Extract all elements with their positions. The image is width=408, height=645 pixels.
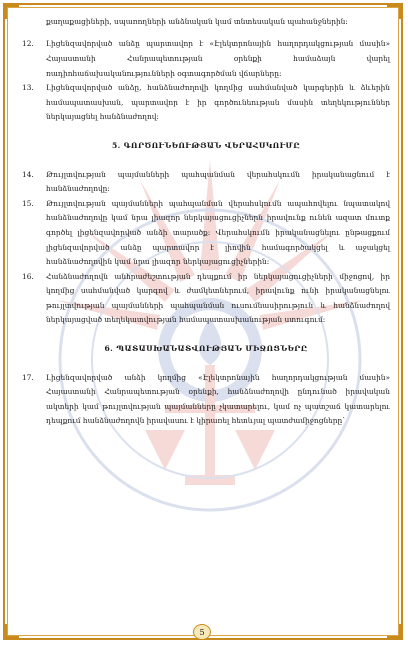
section-heading-6: 6. ՊԱՏԱՍԽԱՆԱՏՎՈՒԹՅԱՆ ՄԻՋՈՑՆԵՐԸ bbox=[104, 344, 308, 354]
paragraph-number: 16. bbox=[22, 271, 34, 281]
paragraph-text: Լիցենզավորված անձի կողմից «Էլեկտրոնային հաղորդակցության մասին» Հայաստանի Հանրապետության օրենքի, հանձնաժողովի ընդունած իրավական ակտերի կամ թույլտվության պայմանները չկատարելու, կամ ոչ պատշաճ կատարելու դեպքում հանձնաժողովն իրավասու է կիրառել հետևյալ պատժամիջոցները՝ bbox=[46, 372, 390, 426]
paragraph-12 bbox=[22, 37, 390, 81]
paragraph-number: 12. bbox=[22, 39, 34, 49]
paragraph-number: 14. bbox=[22, 169, 34, 179]
paragraph-17 bbox=[22, 371, 390, 429]
paragraph-continuation: քաղաքացիների, սպառողների անձնական կամ տնտեսական պահանջներին։ bbox=[46, 17, 348, 27]
document-body bbox=[22, 8, 390, 429]
section-heading-5: 5. ԳՈՐԾՈՒՆԵՈՒԹՅԱՆ ՎԵՐԱՀՍԿՈՒՄԸ bbox=[111, 140, 301, 150]
paragraph-14 bbox=[22, 168, 390, 197]
paragraph-text: Թույլտվության պայմանների պահպանման վերահսկումն ապահովելու նպատակով հանձնաժողովը կամ նրա լիազոր ներկայացուցիչներն իրավունք ունեն ազատ մուտք գործել լիցենզավորված անձի տարածք։ Վերահսկումն իրականացնելու ընթացքում լիցենզավորված անձը պարտավոր է լիովին համագործակցել և աջակցել հանձնաժողովին կամ նրա լիազոր ներկայացուցիչներին։ bbox=[46, 198, 390, 267]
paragraph-text: Թույլտվության պայմանների պահպանման վերահսկումն իրականացնում է հանձնաժողովը։ bbox=[46, 169, 390, 194]
paragraph-number: 17. bbox=[22, 372, 34, 382]
paragraph-15 bbox=[22, 197, 390, 270]
paragraph-number: 13. bbox=[22, 83, 34, 93]
page-number-badge: 5 bbox=[193, 624, 211, 640]
paragraph-text: Հանձնաժողովն անհրաժեշտության դեպքում իր ներկայացուցիչների միջոցով, իր կողմից սահմանված կարգով և ժամկետներում, իրավունք ունի իրականացնելու թույլտվության պայմանների պահպանման ուսումնասիրություն և հանձնաժողով ներկայացված տեղեկատվության համապատասխանության ստուգում։ bbox=[46, 271, 390, 325]
paragraph-text: Լիցենզավորված անձը, հանձնաժողովի կողմից սահմանված կարգերին և ձևերին համապատասխան, պարտավոր է իր գործունեության մասին տեղեկություններ ներկայացնել հանձնաժողով։ bbox=[46, 83, 390, 122]
paragraph-number: 15. bbox=[22, 198, 34, 208]
paragraph-13 bbox=[22, 81, 390, 125]
paragraph-16 bbox=[22, 270, 390, 328]
paragraph-text: Լիցենզավորված անձը պարտավոր է «Էլեկտրոնային հաղորդակցության մասին» Հայաստանի Հանրապետության օրենքի համաձայն վարել ռադիոհաճախականությունների օգտագործման վճարները։ bbox=[46, 39, 390, 78]
